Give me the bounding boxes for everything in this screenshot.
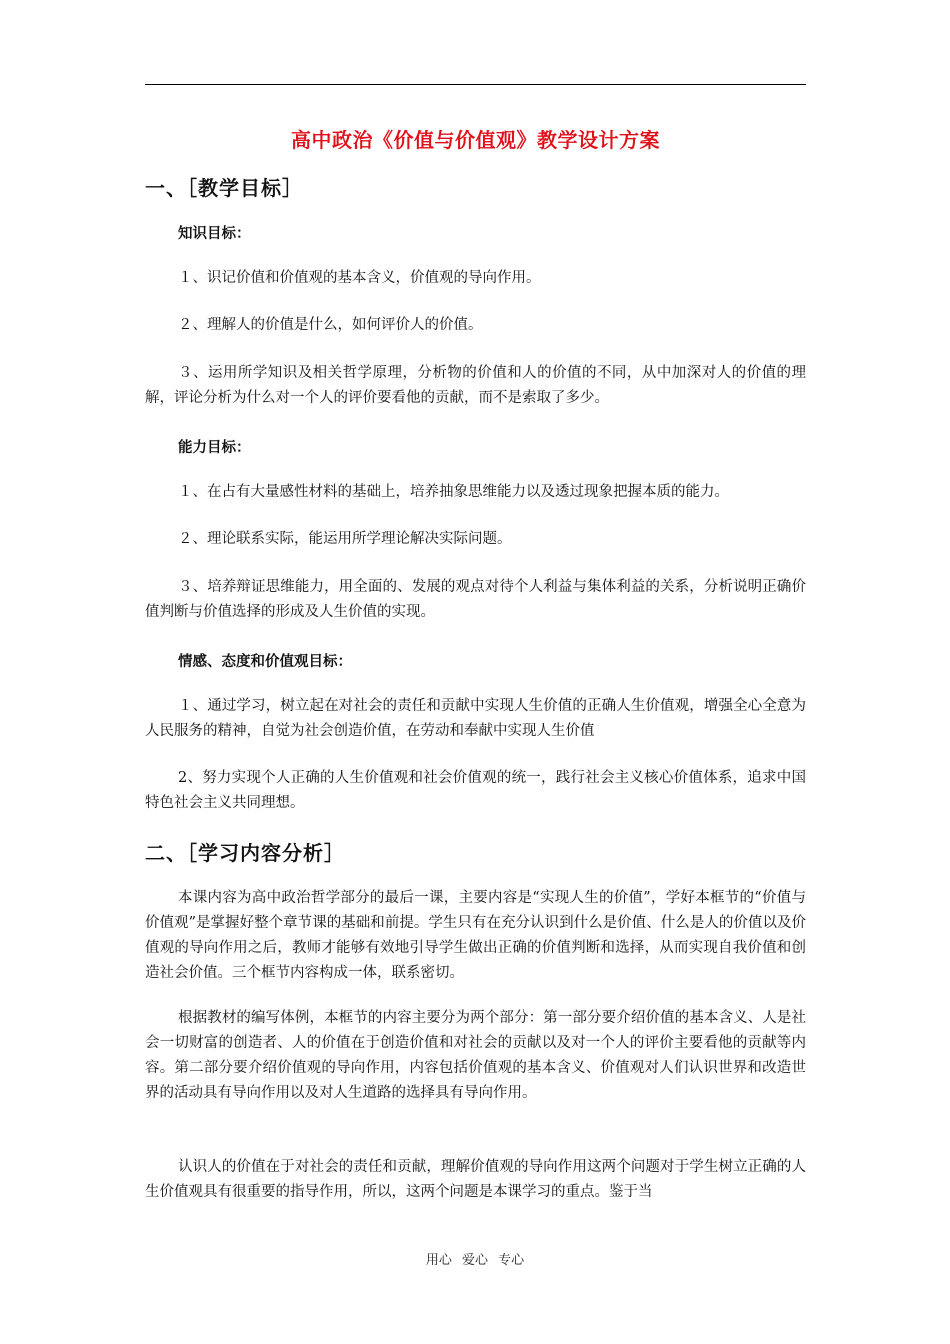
emotion-item-2: 2、努力实现个人正确的人生价值观和社会价值观的统一，践行社会主义核心价值体系，追求中国特色社会主义共同理想。 [145, 770, 806, 811]
knowledge-item-1: １、识记价值和价值观的基本含义，价值观的导向作用。 [178, 270, 541, 286]
header-rule [145, 84, 806, 85]
ability-item-3: ３、培养辩证思维能力，用全面的、发展的观点对待个人利益与集体利益的关系，分析说明正确价值判断与价值选择的形成及人生价值的实现。 [145, 579, 806, 620]
ability-item-2: ２、理论联系实际，能运用所学理论解决实际问题。 [178, 531, 512, 547]
analysis-paragraph-2: 根据教材的编写体例，本框节的内容主要分为两个部分：第一部分要介绍价值的基本含义、人是社会一切财富的创造者、人的价值在于创造价值和对社会的贡献以及对一个人的评价主要看他的贡献等内容。第二部分要介绍价值观的导向作用，内容包括价值观的基本含义、价值观对人们认识世界和改造世界的活动具有导向作用以及对人生道路的选择具有导向作用。 [145, 1010, 806, 1101]
knowledge-item-3: ３、运用所学知识及相关哲学原理，分析物的价值和人的价值的不同，从中加深对人的价值的理解，评论分析为什么对一个人的评价要看他的贡献，而不是索取了多少。 [145, 365, 806, 406]
knowledge-item-2: ２、理解人的价值是什么，如何评价人的价值。 [178, 317, 483, 333]
document-title: 高中政治《价值与价值观》教学设计方案 [291, 128, 660, 152]
section-heading-analysis: 二、［学习内容分析］ [145, 841, 345, 865]
section-heading-objectives: 一、［教学目标］ [145, 176, 303, 200]
page-footer: 用心 爱心 专心 [425, 1253, 525, 1268]
ability-objectives-label: 能力目标： [178, 440, 251, 456]
analysis-paragraph-1: 本课内容为高中政治哲学部分的最后一课，主要内容是“实现人生的价值”，学好本框节的“价值与价值观”是掌握好整个章节课的基础和前提。学生只有在充分认识到什么是价值、什么是人的价值以及价值观的导向作用之后，教师才能够有效地引导学生做出正确的价值判断和选择，从而实现自我价值和创造社会价值。三个框节内容构成一体，联系密切。 [145, 890, 806, 981]
analysis-paragraph-3: 认识人的价值在于对社会的责任和贡献，理解价值观的导向作用这两个问题对于学生树立正确的人生价值观具有很重要的指导作用，所以，这两个问题是本课学习的重点。鉴于当 [145, 1159, 806, 1200]
emotion-objectives-label: 情感、态度和价值观目标： [178, 654, 352, 670]
ability-item-1: １、在占有大量感性材料的基础上，培养抽象思维能力以及透过现象把握本质的能力。 [178, 484, 729, 500]
emotion-item-1: １、通过学习，树立起在对社会的责任和贡献中实现人生价值的正确人生价值观，增强全心全意为人民服务的精神，自觉为社会创造价值，在劳动和奉献中实现人生价值 [145, 698, 806, 739]
knowledge-objectives-label: 知识目标： [178, 226, 251, 242]
